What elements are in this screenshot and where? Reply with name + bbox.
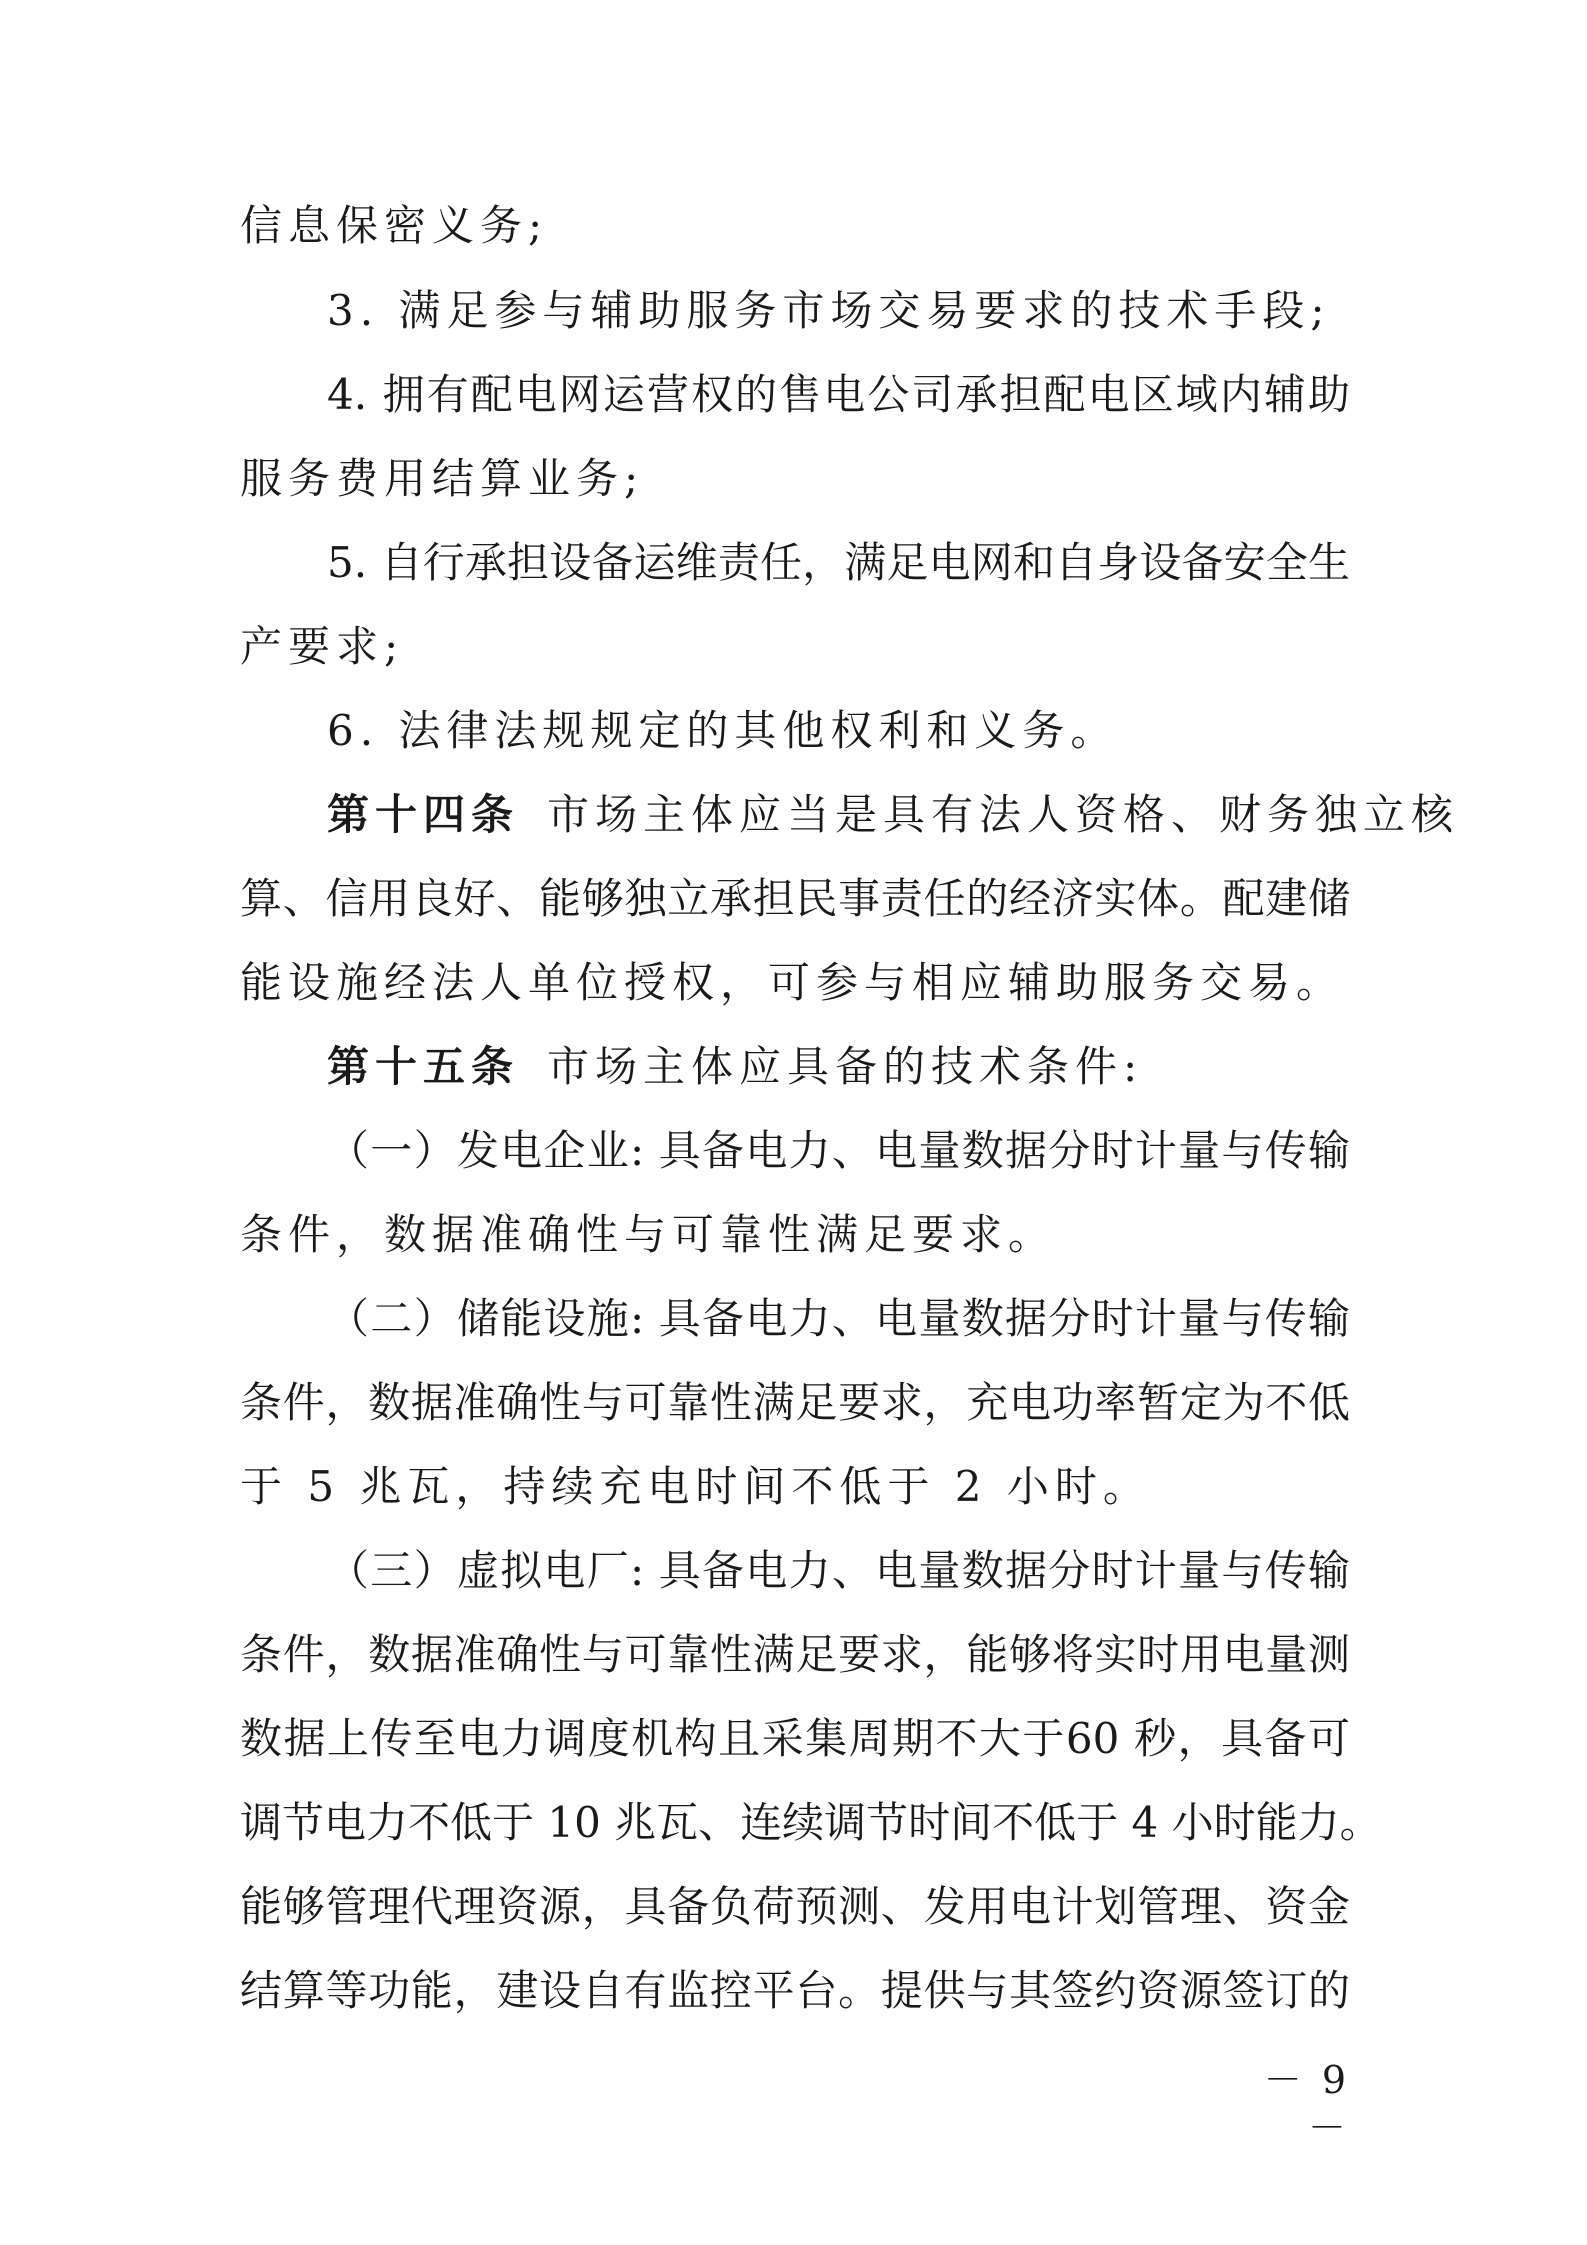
text-line: （三）虚拟电厂: 具备电力、电量数据分时计量与传输 — [327, 1546, 1350, 1595]
text-line: 条件，数据准确性与可靠性满足要求。 — [240, 1210, 1057, 1259]
text-line: 市场主体应当是具有法人资格、财务独立核 — [547, 790, 1460, 839]
text-line: 条件，数据准确性与可靠性满足要求，能够将实时用电量测 — [240, 1630, 1350, 1679]
text-line: （一）发电企业: 具备电力、电量数据分时计量与传输 — [327, 1126, 1350, 1175]
article-14-heading: 第十四条 — [327, 790, 520, 839]
text-line: 4. 拥有配电网运营权的售电公司承担配电区域内辅助 — [327, 370, 1350, 419]
text-line: 条件，数据准确性与可靠性满足要求，充电功率暂定为不低 — [240, 1378, 1350, 1427]
text-line: 能设施经法人单位授权，可参与相应辅助服务交易。 — [240, 958, 1345, 1007]
text-line: 算、信用良好、能够独立承担民事责任的经济实体。配建储 — [240, 874, 1350, 923]
text-line: 市场主体应具备的技术条件: — [547, 1042, 1144, 1091]
text-line: 信息保密义务; — [240, 201, 549, 250]
text-line: 结算等功能，建设自有监控平台。提供与其签约资源签订的 — [240, 1966, 1350, 2015]
text-line: 数据上传至电力调度机构且采集周期不大于60 秒，具备可 — [240, 1714, 1350, 1763]
text-line: 调节电力不低于 10 兆瓦、连续调节时间不低于 4 小时能力。 — [240, 1798, 1382, 1847]
text-line: 6. 法律法规规定的其他权利和义务。 — [327, 706, 1119, 755]
text-line: 5. 自行承担设备运维责任，满足电网和自身设备安全生 — [327, 538, 1350, 587]
article-15-heading: 第十五条 — [327, 1042, 520, 1091]
text-line: 产要求; — [240, 622, 405, 671]
article-14-first-line — [327, 787, 1460, 843]
text-line: （二）储能设施: 具备电力、电量数据分时计量与传输 — [327, 1294, 1350, 1343]
text-line: 服务费用结算业务; — [240, 454, 645, 503]
page-number: － 9 － — [1263, 2058, 1350, 2150]
text-line: 3. 满足参与辅助服务市场交易要求的技术手段; — [327, 286, 1331, 335]
article-15-first-line — [327, 1039, 1350, 1095]
text-line: 能够管理代理资源，具备负荷预测、发用电计划管理、资金 — [240, 1882, 1350, 1931]
text-line: 于 5 兆瓦，持续充电时间不低于 2 小时。 — [240, 1462, 1151, 1511]
